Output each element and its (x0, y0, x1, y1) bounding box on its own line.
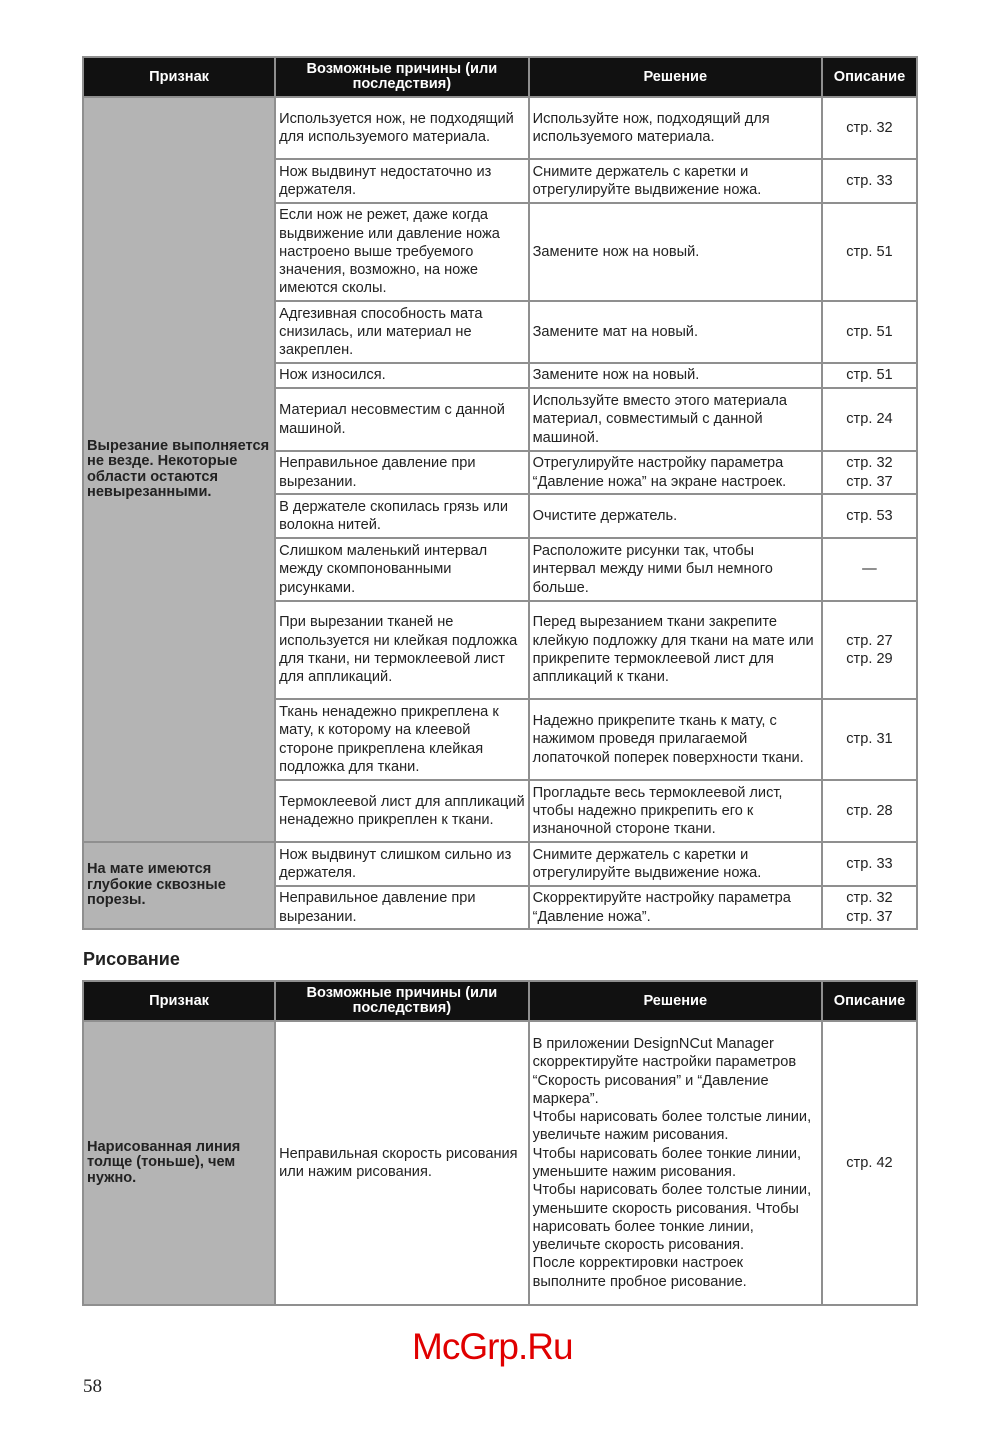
header-solution: Решение (529, 57, 822, 97)
cause-cell: Материал несовместим с данной машиной. (275, 388, 528, 451)
ref-cell: стр. 53 (822, 494, 917, 538)
solution-cell: Используйте нож, подходящий для используемого материала. (529, 97, 822, 159)
section-title-drawing: Рисование (83, 949, 180, 969)
ref-cell: стр. 32 стр. 37 (822, 886, 917, 929)
ref-cell: стр. 33 (822, 842, 917, 886)
table-row (83, 97, 917, 159)
solution-cell: Замените нож на новый. (529, 363, 822, 388)
table-row (83, 1021, 917, 1305)
solution-cell: Снимите держатель с каретки и отрегулируйте выдвижение ножа. (529, 159, 822, 203)
ref-cell: стр. 33 (822, 159, 917, 203)
header-cause: Возможные причины (или последствия) (275, 57, 528, 97)
drawing-troubleshooting-table (82, 980, 918, 1306)
solution-cell: В приложении DesignNCut Manager скорректируйте настройки параметров “Скорость рисования” и “Давление маркера”. Чтобы нарисовать более толстые линии, увеличьте нажим рисования. Чтобы нарисовать более тонкие линии, уменьшите нажим рисования. Чтобы нарисовать более толстые линии, уменьшите скорость рисования. Чтобы нарисовать более тонкие линии, увеличьте скорость рисования. После корректировки настроек выполните пробное рисование. (529, 1021, 822, 1305)
header-ref: Описание (822, 57, 917, 97)
cause-cell: Неправильное давление при вырезании. (275, 451, 528, 494)
cause-cell: Если нож не режет, даже когда выдвижение или давление ножа настроено выше требуемого значения, возможно, на ноже имеются сколы. (275, 203, 528, 301)
header-cause: Возможные причины (или последствия) (275, 981, 528, 1021)
cause-cell: При вырезании тканей не используется ни клейкая подложка для ткани, ни термоклеевой лист для аппликаций. (275, 601, 528, 699)
header-ref: Описание (822, 981, 917, 1021)
ref-cell: стр. 32 стр. 37 (822, 451, 917, 494)
cause-cell: Слишком маленький интервал между скомпонованными рисунками. (275, 538, 528, 601)
solution-cell: Очистите держатель. (529, 494, 822, 538)
cause-cell: Нож износился. (275, 363, 528, 388)
symptom-cell: Нарисованная линия толще (тоньше), чем нужно. (83, 1021, 275, 1305)
symptom-cell: На мате имеются глубокие сквозные порезы. (83, 842, 275, 929)
ref-cell: стр. 31 (822, 699, 917, 780)
cutting-troubleshooting-table (82, 56, 918, 930)
ref-cell: стр. 28 (822, 780, 917, 842)
solution-cell: Перед вырезанием ткани закрепите клейкую подложку для ткани на мате или прикрепите термоклеевой лист для аппликаций к ткани. (529, 601, 822, 699)
cause-cell: Неправильная скорость рисования или нажим рисования. (275, 1021, 528, 1305)
cause-cell: Неправильное давление при вырезании. (275, 886, 528, 929)
solution-cell: Замените нож на новый. (529, 203, 822, 301)
watermark-logo: McGrp.Ru (412, 1326, 573, 1367)
page-number: 58 (83, 1376, 102, 1397)
solution-cell: Используйте вместо этого материала материал, совместимый с данной машиной. (529, 388, 822, 451)
solution-cell: Расположите рисунки так, чтобы интервал между ними был немного больше. (529, 538, 822, 601)
ref-cell: стр. 51 (822, 363, 917, 388)
cause-cell: Адгезивная способность мата снизилась, или материал не закреплен. (275, 301, 528, 363)
ref-cell: стр. 51 (822, 301, 917, 363)
solution-cell: Отрегулируйте настройку параметра “Давление ножа” на экране настроек. (529, 451, 822, 494)
cause-cell: Нож выдвинут слишком сильно из держателя. (275, 842, 528, 886)
solution-cell: Снимите держатель с каретки и отрегулируйте выдвижение ножа. (529, 842, 822, 886)
solution-cell: Надежно прикрепите ткань к мату, с нажимом проведя прилагаемой лопаточкой поперек поверхности ткани. (529, 699, 822, 780)
ref-cell: стр. 27 стр. 29 (822, 601, 917, 699)
cause-cell: В держателе скопилась грязь или волокна нитей. (275, 494, 528, 538)
solution-cell: Скорректируйте настройку параметра “Давление ножа”. (529, 886, 822, 929)
ref-cell: стр. 24 (822, 388, 917, 451)
ref-cell: стр. 51 (822, 203, 917, 301)
solution-cell: Прогладьте весь термоклеевой лист, чтобы надежно прикрепить его к изнаночной стороне ткани. (529, 780, 822, 842)
header-symptom: Признак (83, 981, 275, 1021)
ref-cell: — (822, 538, 917, 601)
ref-cell: стр. 42 (822, 1021, 917, 1305)
cause-cell: Используется нож, не подходящий для используемого материала. (275, 97, 528, 159)
cause-cell: Нож выдвинут недостаточно из держателя. (275, 159, 528, 203)
header-solution: Решение (529, 981, 822, 1021)
page-footer (82, 1326, 1000, 1416)
solution-cell: Замените мат на новый. (529, 301, 822, 363)
cause-cell: Термоклеевой лист для аппликаций ненадежно прикреплен к ткани. (275, 780, 528, 842)
table-row (83, 842, 917, 886)
ref-cell: стр. 32 (822, 97, 917, 159)
cause-cell: Ткань ненадежно прикреплена к мату, к которому на клеевой стороне прикреплена клейкая подложка для ткани. (275, 699, 528, 780)
symptom-cell: Вырезание выполняется не везде. Некоторые области остаются невырезанными. (83, 97, 275, 842)
header-symptom: Признак (83, 57, 275, 97)
